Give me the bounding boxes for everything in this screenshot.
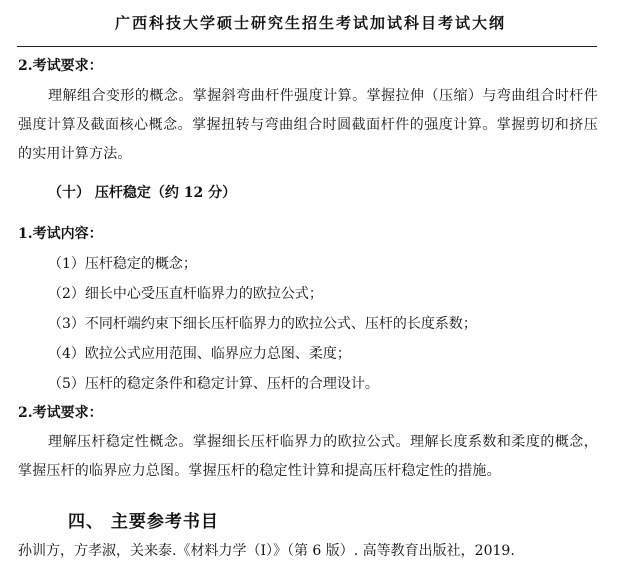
content-item-3: （3）不同杆端约束下细长压杆临界力的欧拉公式、压杆的长度系数； (48, 316, 477, 332)
content-item-2: （2）细长中心受压直杆临界力的欧拉公式； (48, 286, 323, 302)
content-item-4: （4）欧拉公式应用范围、临界应力总图、柔度； (48, 346, 351, 362)
content-item-1: （1）压杆稳定的概念； (48, 256, 197, 272)
section-10-title: （十） 压杆稳定（约 12 分） (48, 185, 237, 201)
chapter-4-title: 四、 主要参考书目 (68, 512, 219, 532)
exam-content-heading: 1.考试内容： (18, 226, 103, 242)
reference-entry: 孙训方，方孝淑，关来泰.《材料力学（I）》（第 6 版）. 高等教育出版社，2019. (18, 543, 515, 559)
content-item-5: （5）压杆的稳定条件和稳定计算、压杆的合理设计。 (48, 376, 379, 392)
header-divider (17, 46, 597, 47)
exam-requirements-paragraph-1: 理解组合变形的概念。掌握斜弯曲杆件强度计算。掌握拉伸（压缩）与弯曲组合时杆件强度计算及截面核心概念。掌握扭转与弯曲组合时圆截面杆件的强度计算。掌握剪切和挤压的实用计算方法。 (18, 88, 598, 162)
exam-requirements-paragraph-2: 理解压杆稳定性概念。掌握细长压杆临界力的欧拉公式。理解长度系数和柔度的概念，掌握压杆的临界应力总图。掌握压杆的稳定性计算和提高压杆稳定性的措施。 (18, 434, 598, 479)
page-header-title: 广西科技大学硕士研究生招生考试加试科目考试大纲 (114, 14, 506, 32)
exam-requirements-heading-1: 2.考试要求： (18, 58, 103, 74)
exam-requirements-heading-2: 2.考试要求： (18, 405, 103, 421)
